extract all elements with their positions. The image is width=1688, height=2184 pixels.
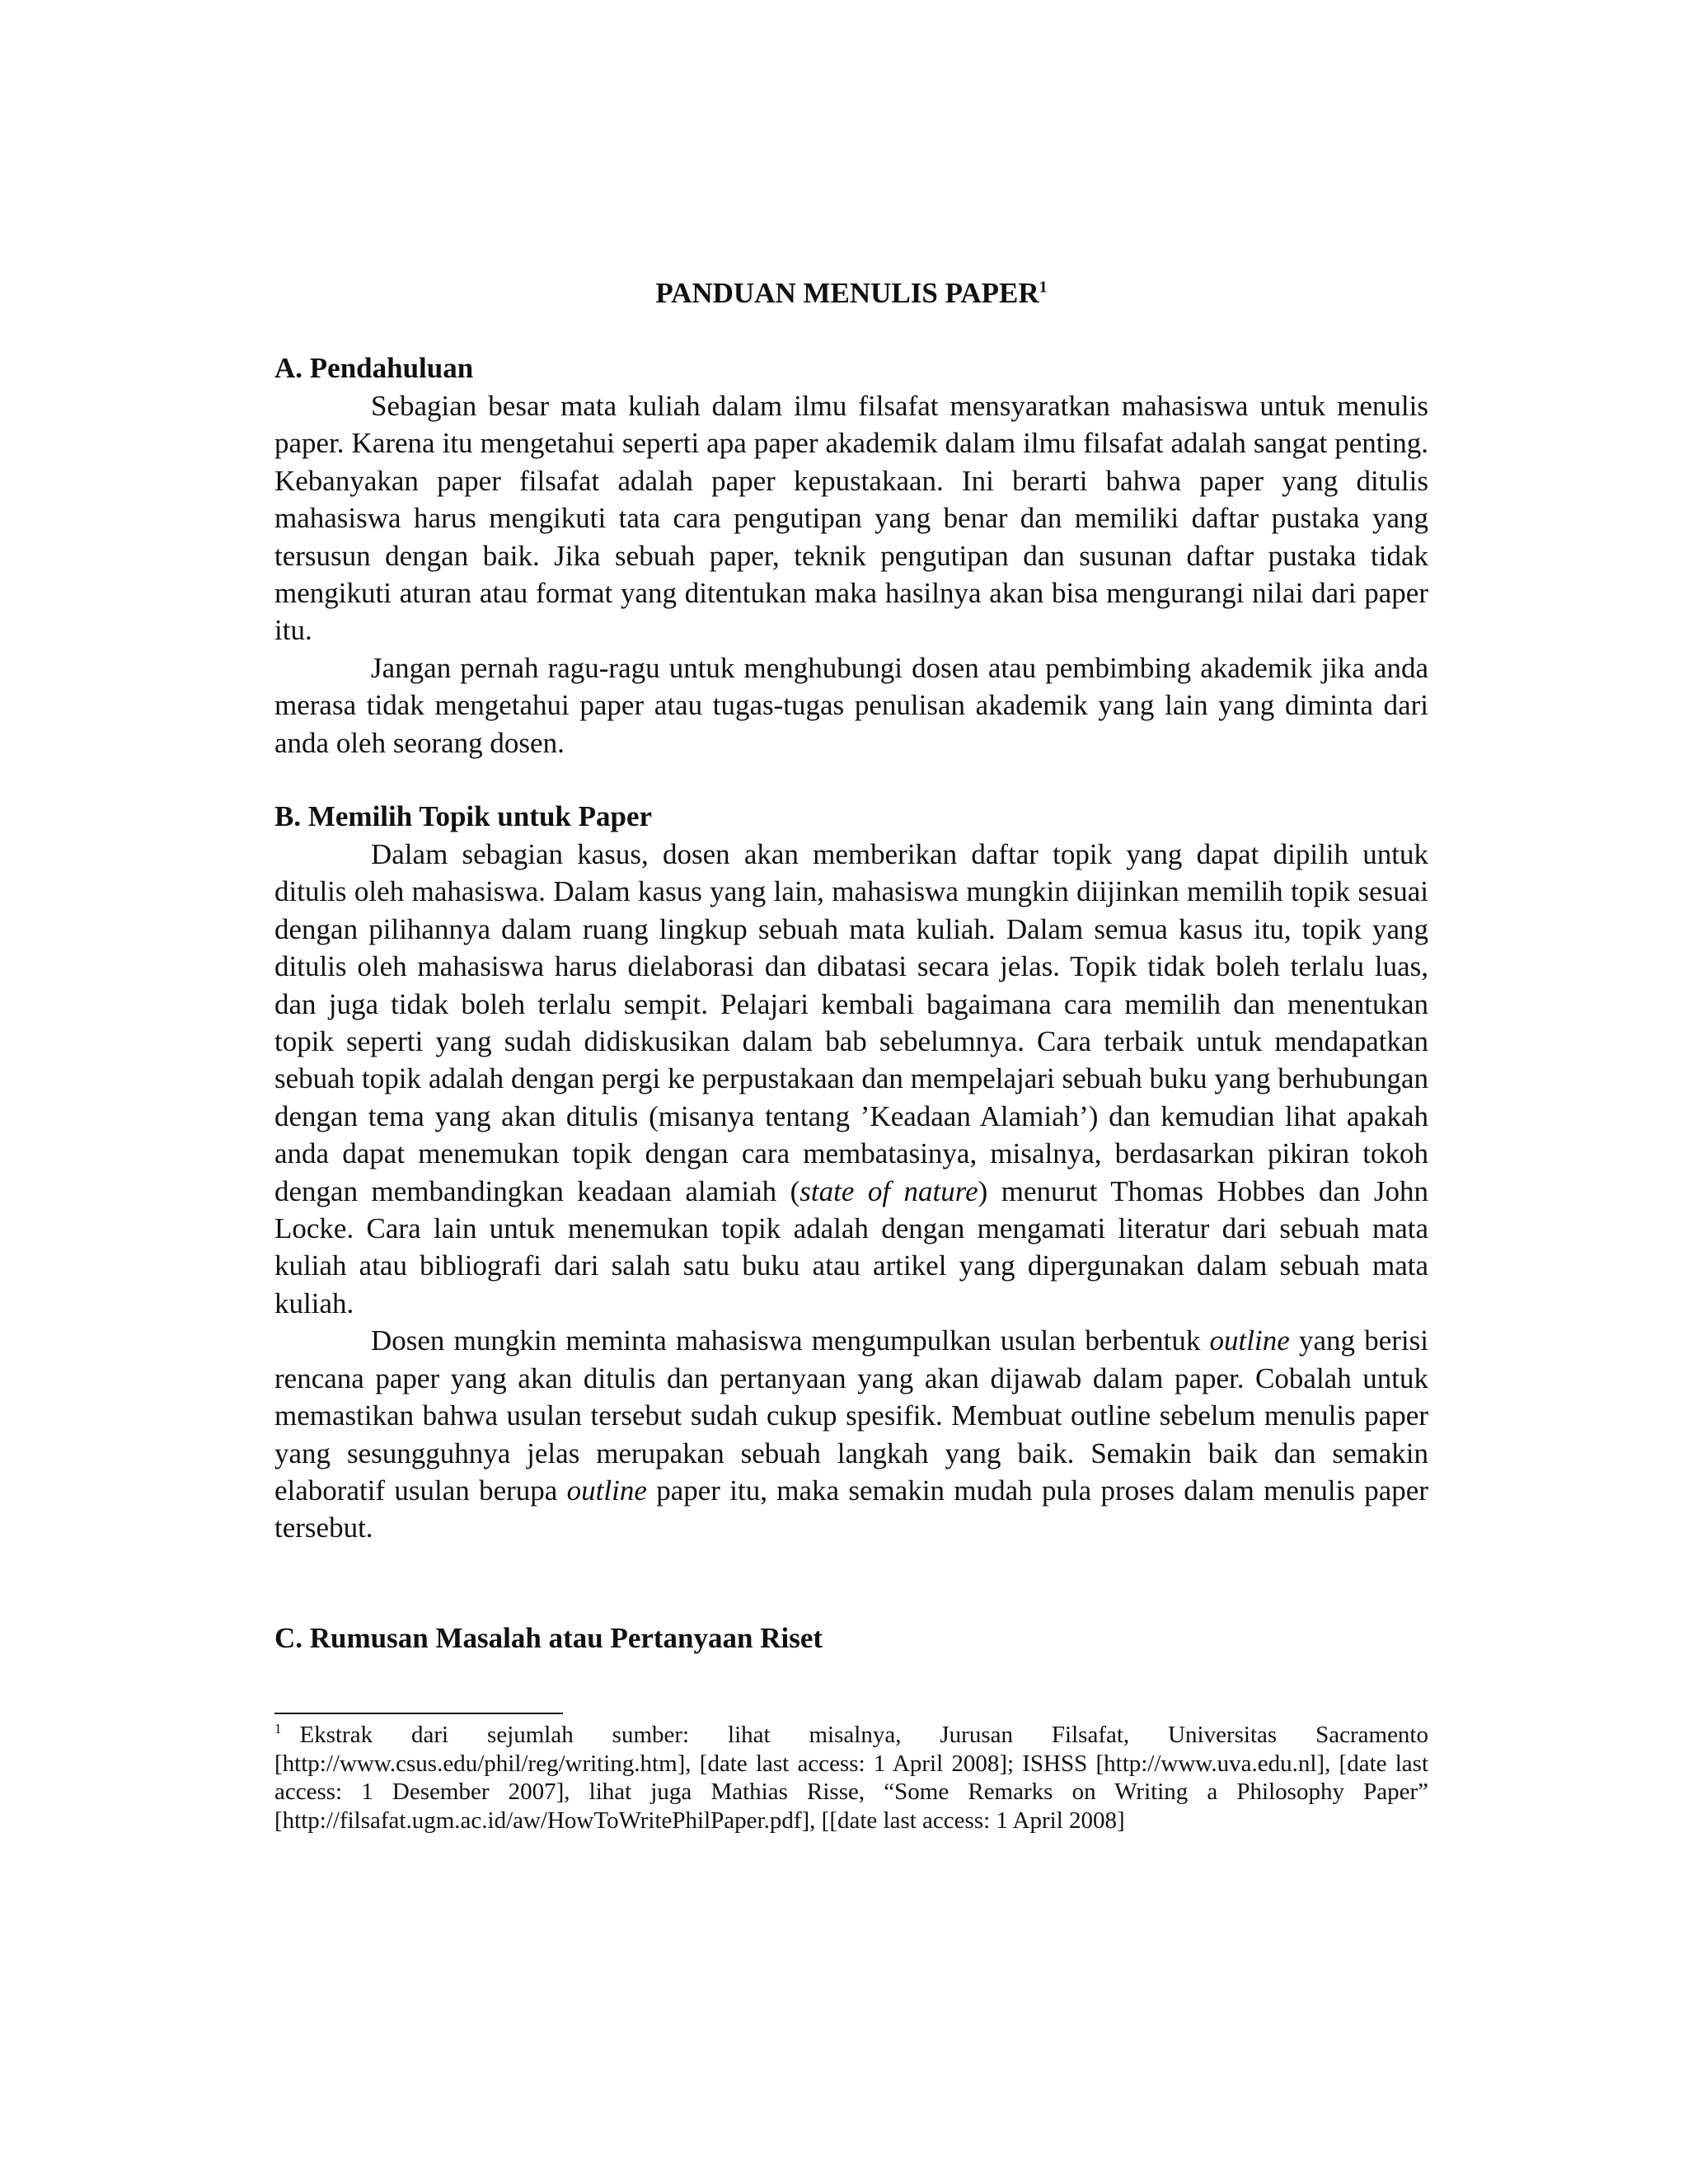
title-footnote-ref: 1 [1039, 278, 1048, 297]
section-b-p2-text-3: paper itu, maka semakin mudah pula proses dalam menulis paper tersebut. [274, 1474, 1428, 1544]
section-b-p1-text-2: ) menurut Thomas Hobbes dan John Locke. Cara lain untuk menemukan topik adalah dengan mengamati literatur dari sebuah mata kuliah atau bibliografi dari salah satu buku atau artikel yang dipergunakan dalam sebuah mata kuliah. [274, 1174, 1428, 1319]
section-b-paragraph-1 [274, 836, 1428, 1322]
section-b [274, 798, 1428, 1547]
section-b-p2-italic-1: outline [1209, 1324, 1290, 1357]
title-text: PANDUAN MENULIS PAPER [655, 277, 1039, 309]
section-b-p2-text-2: yang berisi rencana paper yang akan ditulis dan pertanyaan yang akan dijawab dalam paper. Cobalah untuk memastikan bahwa usulan tersebut sudah cukup spesifik. Membuat outline sebelum menulis paper yang sesungguhnya jelas merupakan sebuah langkah yang baik. Semakin baik dan semakin elaboratif usulan berupa [274, 1324, 1429, 1507]
section-a-paragraph-2: Jangan pernah ragu-ragu untuk menghubungi dosen atau pembimbing akademik jika anda merasa tidak mengetahui paper atau tugas-tugas penulisan akademik yang lain yang diminta dari anda oleh seorang dosen. [274, 651, 1428, 759]
footnote [274, 1721, 1428, 1835]
section-b-paragraph-2 [274, 1322, 1428, 1546]
section-a-paragraph-1: Sebagian besar mata kuliah dalam ilmu filsafat mensyaratkan mahasiswa untuk menulis paper. Karena itu mengetahui seperti apa paper akademik dalam ilmu filsafat adalah sangat penting. Kebanyakan paper filsafat adalah paper kepustakaan. Ini berarti bahwa paper yang ditulis mahasiswa harus mengikuti tata cara pengutipan yang benar dan memiliki daftar pustaka yang tersusun dengan baik. Jika sebuah paper, teknik pengutipan dan susunan daftar pustaka tidak mengikuti aturan atau format yang ditentukan maka hasilnya akan bisa mengurangi nilai dari paper itu. [274, 390, 1428, 647]
section-b-p1-italic: state of nature [799, 1174, 978, 1207]
section-c-heading: C. Rumusan Masalah atau Pertanyaan Riset [274, 1622, 823, 1654]
footnote-marker: 1 [274, 1721, 282, 1737]
footnote-divider [274, 1713, 563, 1714]
section-a [274, 349, 1428, 762]
section-b-p2-text-1: Dosen mungkin meminta mahasiswa mengumpulkan usulan berbentuk [371, 1324, 1210, 1357]
section-b-heading: B. Memilih Topik untuk Paper [274, 800, 653, 832]
page-title [274, 274, 1428, 312]
section-c [274, 1619, 1428, 1657]
footnote-text: Ekstrak dari sejumlah sumber: lihat misalnya, Jurusan Filsafat, Universitas Sacramento [http://www.csus.edu/phil/reg/writing.htm], [date last access: 1 April 2008]; ISHSS [http://www.uva.edu.nl], [date last access: 1 Desember 2007], lihat juga Mathias Risse, “Some Remarks on Writing a Philosophy Paper” [http://filsafat.ugm.ac.id/aw/HowToWritePhilPaper.pdf], [[date last access: 1 April 2008] [274, 1722, 1428, 1834]
section-b-p2-italic-2: outline [566, 1474, 647, 1507]
section-b-p1-text-1: Dalam sebagian kasus, dosen akan memberikan daftar topik yang dapat dipilih untuk ditulis oleh mahasiswa. Dalam kasus yang lain, mahasiswa mungkin diijinkan memilih topik sesuai dengan pilihannya dalam ruang lingkup sebuah mata kuliah. Dalam semua kasus itu, topik yang ditulis oleh mahasiswa harus dielaborasi dan dibatasi secara jelas. Topik tidak boleh terlalu luas, dan juga tidak boleh terlalu sempit. Pelajari kembali bagaimana cara memilih dan menentukan topik seperti yang sudah didiskusikan dalam bab sebelumnya. Cara terbaik untuk mendapatkan sebuah topik adalah dengan pergi ke perpustakaan dan mempelajari sebuah buku yang berhubungan dengan tema yang akan ditulis (misanya tentang ’Keadaan Alamiah’) dan kemudian lihat apakah anda dapat menemukan topik dengan cara membatasinya, misalnya, berdasarkan pikiran tokoh dengan membandingkan keadaan alamiah ( [274, 838, 1428, 1207]
section-a-heading: A. Pendahuluan [274, 352, 474, 384]
